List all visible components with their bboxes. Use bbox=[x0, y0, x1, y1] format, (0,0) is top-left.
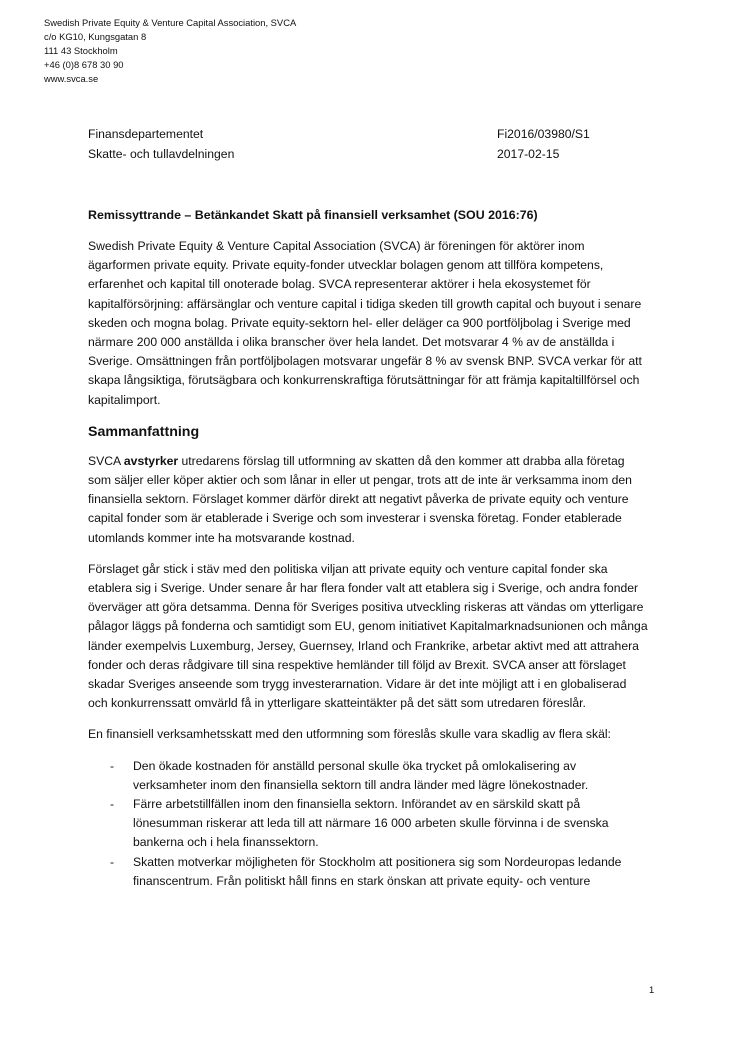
sender-phone: +46 (0)8 678 30 90 bbox=[44, 59, 124, 70]
summary-rest: utredarens förslag till utformning av skatten då den kommer att drabba alla företag som säljer eller köper aktier och som lånar in eller ut pengar, trots att de inte är verksamma inom den finansiella sektorn. Förslaget kommer därför direkt att negativt påverka de private equity och venture capital fonder som är etablerade i Sverige och som investerar i svenska företag. Fonder etablerade utomlands kommer inte ha motsvarande kostnad. bbox=[88, 453, 632, 545]
document-date: 2017-02-15 bbox=[497, 147, 560, 161]
bullet-dash: - bbox=[110, 758, 115, 773]
list-item-text: Skatten motverkar möjligheten för Stockholm att positionera sig som Nordeuropas ledande finanscentrum. Från politiskt håll finns en stark önskan att private equity- och venture bbox=[133, 854, 622, 888]
recipient-department: Skatte- och tullavdelningen bbox=[88, 147, 235, 161]
reference-number: Fi2016/03980/S1 bbox=[497, 127, 590, 141]
bullet-dash: - bbox=[110, 854, 115, 869]
reference-block bbox=[497, 124, 590, 164]
reasons-list bbox=[88, 757, 648, 891]
sender-website: www.svca.se bbox=[44, 73, 99, 84]
summary-heading: Sammanfattning bbox=[88, 423, 200, 440]
summary-paragraph-3: En finansiell verksamhetsskatt med den utformning som föreslås skulle vara skadlig av flera skäl: bbox=[88, 727, 611, 742]
recommendation-keyword: avstyrker bbox=[123, 453, 179, 468]
intro-paragraph: Swedish Private Equity & Venture Capital Association (SVCA) är föreningen för aktörer inom ägarformen private equity. Private equity-fonder utvecklar bolagen genom att tillföra kompetens, erfarenhet och kapital till onoterade bolag. SVCA representerar aktörer i hela ekosystemet för kapitalförsörjning: affärsänglar och venture capital i tidiga skeden till growth capital och buyout i senare skeden och mogna bolag. Private equity-sektorn hel- eller deläger ca 900 portföljbolag i Sverige med närmare 200 000 anställda i olika branscher över hela landet. Det motsvarar 4 % av de anställda i Sverige. Omsättningen från portföljbolagen motsvarar ungefär 8 % av svensk BNP. SVCA verkar för att skapa långsiktiga, förutsägbara och konkurrenskraftiga förutsättningar för att främja kapitaltillförsel och kapitalimport. bbox=[88, 239, 642, 407]
bullet-dash: - bbox=[110, 797, 115, 812]
sender-city: 111 43 Stockholm bbox=[44, 45, 118, 56]
list-item bbox=[88, 853, 648, 891]
sender-name: Swedish Private Equity & Venture Capital Association, SVCA bbox=[44, 17, 297, 28]
list-item bbox=[88, 757, 648, 795]
sender-address bbox=[44, 16, 296, 86]
recipient-ministry: Finansdepartementet bbox=[88, 127, 204, 141]
sender-street: c/o KG10, Kungsgatan 8 bbox=[44, 31, 147, 42]
list-item-text: Den ökade kostnaden för anställd personal skulle öka trycket på omlokalisering av verksamheter inom den finansiella sektorn till andra länder med lägre lönekostnader. bbox=[133, 758, 589, 792]
list-item bbox=[88, 795, 648, 853]
page-number: 1 bbox=[649, 984, 655, 995]
summary-lead: SVCA bbox=[88, 453, 124, 468]
summary-paragraph-2: Förslaget går stick i stäv med den politiska viljan att private equity och venture capital fonder ska etablera sig i Sverige. Under senare år har flera fonder valt att etablera sig i Sverige, och andra fonder överväger att göra detsamma. Denna för Sveriges positiva utveckling riskeras att vändas om ytterligare pålagor läggs på fonderna och samtidigt som EU, genom initiativet Kapitalmarknadsunionen och många länder exempelvis Luxemburg, Jersey, Guernsey, Irland och Frankrike, arbetar aktivt med att attrahera fonder och deras rådgivare till sina respektive hemländer till följd av Brexit. SVCA anser att förslaget skadar Sveriges anseende som trygg investerarnation. Vidare är det inte möjligt att i en globaliserad och konkurrenssatt omvärld få in ytterligare skatteintäkter på det sätt som utredaren föreslår. bbox=[88, 561, 648, 711]
document-title: Remissyttrande – Betänkandet Skatt på finansiell verksamhet (SOU 2016:76) bbox=[88, 208, 538, 222]
recipient-block bbox=[88, 124, 234, 164]
list-item-text: Färre arbetstillfällen inom den finansiella sektorn. Införandet av en särskild skatt på lönesumman riskerar att leda till att närmare 16 000 arbeten skulle förvinna i de svenska bankerna och i hela finanssektorn. bbox=[133, 797, 609, 850]
summary-paragraph-1 bbox=[88, 452, 648, 548]
letter-body bbox=[88, 206, 648, 891]
